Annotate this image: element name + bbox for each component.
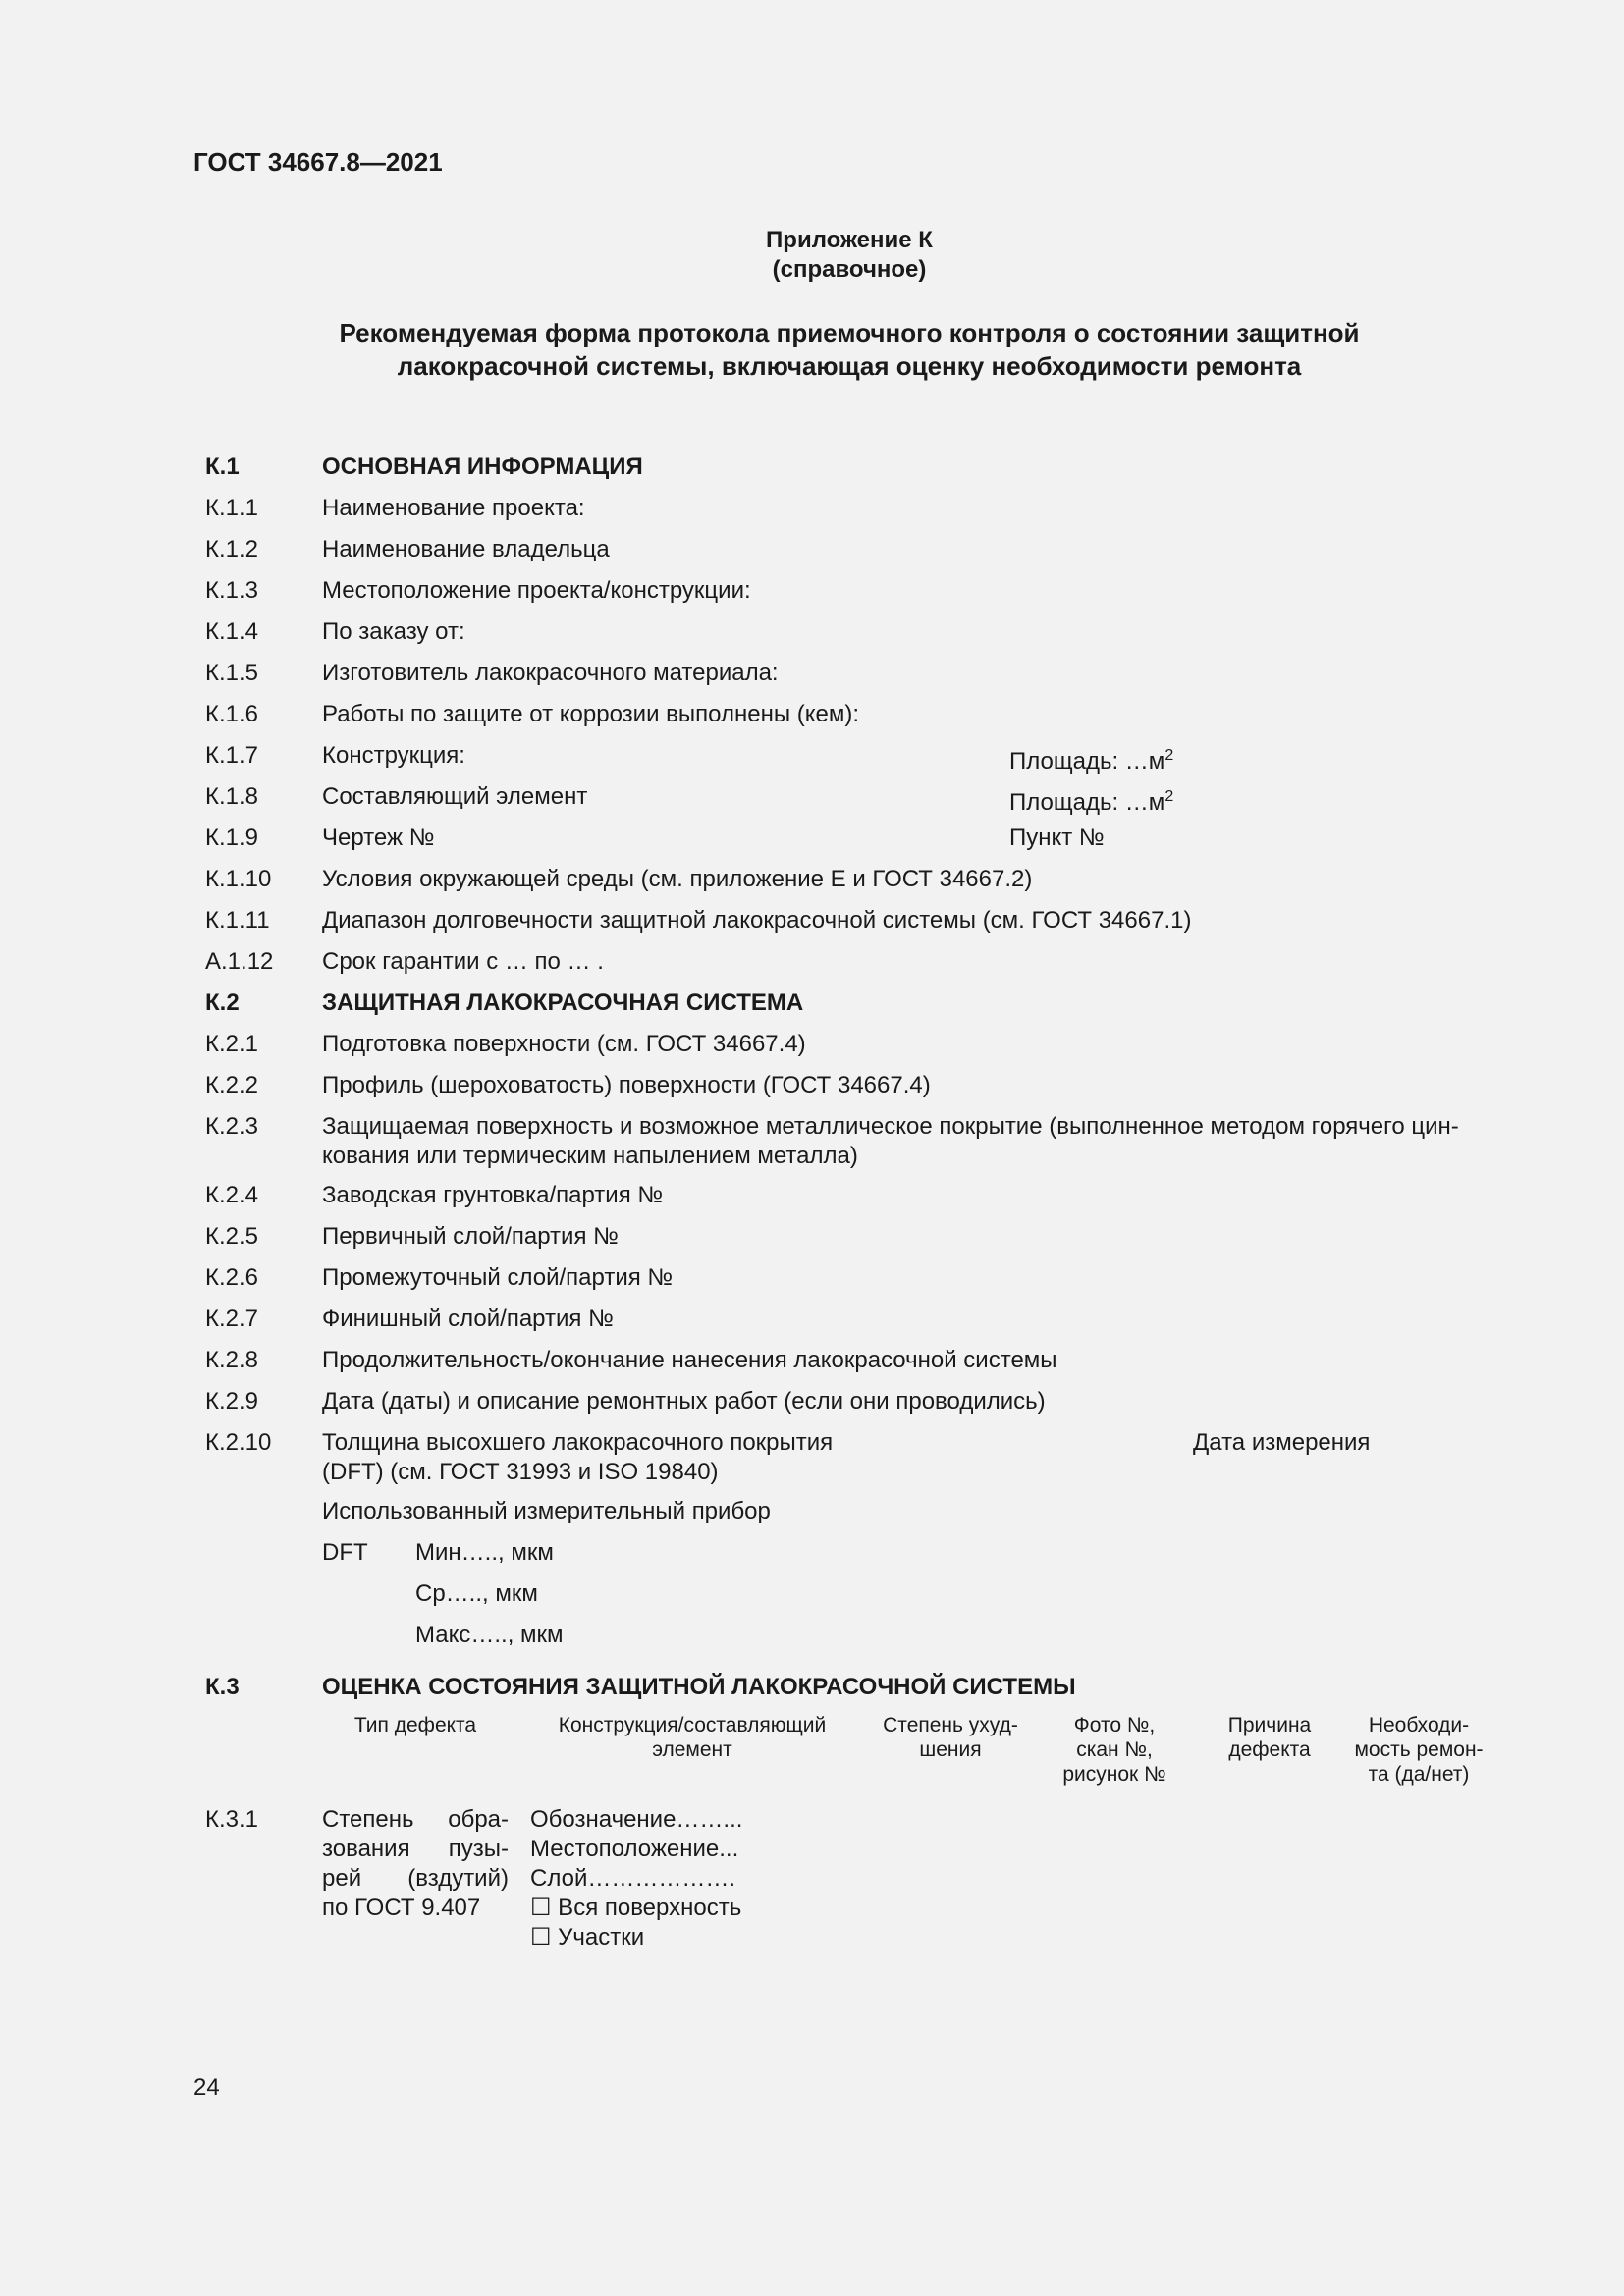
item-text (322, 1428, 833, 1487)
checkbox-areas[interactable]: ☐ Участки (530, 1924, 645, 1950)
item-number: К.1.6 (205, 701, 259, 727)
header-line: дефекта (1228, 1738, 1311, 1761)
header-line: шения (919, 1738, 982, 1761)
document-code: ГОСТ 34667.8—2021 (193, 147, 443, 177)
item-text: Работы по защите от коррозии выполнены (кем): (322, 701, 860, 727)
area-field (1009, 741, 1173, 776)
item-text-line-1: Толщина высохшего лакокрасочного покрытия (322, 1429, 834, 1456)
dft-min: Мин….., мкм (415, 1539, 554, 1566)
item-text: Составляющий элемент (322, 783, 588, 810)
item-text: Промежуточный слой/партия № (322, 1264, 674, 1291)
header-line: та (да/нет) (1368, 1763, 1470, 1786)
item-number: К.1.8 (205, 783, 259, 810)
cell-line: по ГОСТ 9.407 (322, 1895, 481, 1921)
item-text: ОЦЕНКА СОСТОЯНИЯ ЗАЩИТНОЙ ЛАКОКРАСОЧНОЙ СИСТЕМЫ (322, 1674, 1076, 1700)
item-number: К.1.4 (205, 618, 259, 645)
area-label: Площадь: …м (1009, 748, 1165, 774)
item-number: К.1.10 (205, 866, 272, 892)
table-header-photo (1046, 1713, 1183, 1787)
page-number: 24 (193, 2074, 220, 2101)
item-text: Местоположение проекта/конструкции: (322, 577, 751, 604)
table-cell-defect-type (322, 1805, 509, 1923)
dft-max: Макс….., мкм (415, 1622, 564, 1648)
item-number: К.1.5 (205, 660, 259, 686)
item-text: Чертеж № (322, 825, 435, 851)
header-line: мость ремон- (1354, 1738, 1484, 1761)
table-cell-element (530, 1805, 742, 1952)
header-line: Конструкция/составляющий (558, 1714, 827, 1736)
item-text: Первичный слой/партия № (322, 1223, 619, 1250)
item-number: К.1.7 (205, 742, 259, 769)
area-unit-superscript: 2 (1164, 788, 1174, 805)
area-label: Площадь: …м (1009, 789, 1165, 816)
area-field (1009, 782, 1173, 818)
item-text: Профиль (шероховатость) поверхности (ГОСТ 34667.4) (322, 1072, 931, 1098)
instrument-label: Использованный измерительный прибор (322, 1498, 771, 1524)
area-unit-superscript: 2 (1164, 747, 1174, 764)
table-row-number: К.3.1 (205, 1806, 259, 1833)
item-number: К.2.3 (205, 1113, 259, 1140)
item-number: К.2.4 (205, 1182, 259, 1208)
cell-line: Слой………………. (530, 1865, 736, 1892)
dft-avg: Ср….., мкм (415, 1580, 538, 1607)
item-text-line-2: (DFT) (см. ГОСТ 31993 и ISO 19840) (322, 1459, 719, 1485)
header-line: Причина (1227, 1714, 1312, 1736)
item-text: Срок гарантии с … по … . (322, 948, 604, 975)
item-text: Подготовка поверхности (см. ГОСТ 34667.4) (322, 1031, 806, 1057)
header-line: скан №, (1076, 1738, 1153, 1761)
cell-line: Местоположение... (530, 1836, 739, 1862)
header-line: элемент (652, 1738, 732, 1761)
header-line: Необходи- (1368, 1714, 1470, 1736)
measurement-date-label: Дата измерения (1193, 1429, 1371, 1456)
header-line: Фото №, (1073, 1714, 1156, 1736)
item-text: Диапазон долговечности защитной лакокрасочной системы (см. ГОСТ 34667.1) (322, 907, 1192, 934)
table-header-cause (1211, 1713, 1328, 1762)
header-line: Тип дефекта (353, 1714, 477, 1736)
appendix-kind: (справочное) (772, 256, 927, 283)
item-text: ЗАЩИТНАЯ ЛАКОКРАСОЧНАЯ СИСТЕМА (322, 989, 804, 1016)
point-field: Пункт № (1009, 825, 1105, 851)
item-number: К.1.9 (205, 825, 259, 851)
dft-label: DFT (322, 1539, 368, 1566)
item-number: К.2.9 (205, 1388, 259, 1415)
item-text: Дата (даты) и описание ремонтных работ (если они проводились) (322, 1388, 1046, 1415)
table-header-defect-type (327, 1713, 504, 1737)
item-number: К.2.10 (205, 1429, 272, 1456)
item-text: Защищаемая поверхность и возможное металлическое покрытие (выполненное методом горячего цин-кования или термическим напылением металла) (322, 1113, 1459, 1169)
table-header-repair-needed (1345, 1713, 1492, 1787)
table-header-element (538, 1713, 846, 1762)
item-text: Наименование владельца (322, 536, 610, 562)
item-number: К.1.1 (205, 495, 259, 521)
item-number: К.1.11 (205, 907, 270, 934)
item-text: Заводская грунтовка/партия № (322, 1182, 664, 1208)
cell-line: Обозначение……... (530, 1806, 743, 1833)
item-text: Продолжительность/окончание нанесения лакокрасочной системы (322, 1347, 1057, 1373)
item-text: Конструкция: (322, 742, 465, 769)
item-text: Условия окружающей среды (см. приложение Е и ГОСТ 34667.2) (322, 866, 1033, 892)
cell-line: Степень обра- (322, 1806, 509, 1833)
main-title-line-1: Рекомендуемая форма протокола приемочного контроля о состоянии защитной (339, 318, 1360, 347)
cell-line: рей (вздутий) (322, 1865, 509, 1892)
item-number: К.2.8 (205, 1347, 259, 1373)
item-number: К.1.2 (205, 536, 259, 562)
item-number: К.3 (205, 1674, 240, 1700)
item-number: К.1.3 (205, 577, 259, 604)
item-number: К.1 (205, 454, 240, 480)
item-number: К.2.7 (205, 1306, 259, 1332)
cell-line: зования пузы- (322, 1836, 509, 1862)
item-text: Изготовитель лакокрасочного материала: (322, 660, 779, 686)
item-number: А.1.12 (205, 948, 274, 975)
header-line: Степень ухуд- (883, 1714, 1018, 1736)
checkbox-whole-surface[interactable]: ☐ Вся поверхность (530, 1895, 742, 1921)
item-text: ОСНОВНАЯ ИНФОРМАЦИЯ (322, 454, 643, 480)
appendix-title: Приложение К (766, 227, 933, 253)
table-header-degradation (867, 1713, 1034, 1762)
header-line: рисунок № (1062, 1763, 1166, 1786)
item-number: К.2.5 (205, 1223, 259, 1250)
item-number: К.2.2 (205, 1072, 259, 1098)
item-number: К.2 (205, 989, 240, 1016)
main-title (0, 316, 1624, 383)
item-number: К.2.6 (205, 1264, 259, 1291)
item-text: Финишный слой/партия № (322, 1306, 614, 1332)
item-number: К.2.1 (205, 1031, 259, 1057)
item-text: По заказу от: (322, 618, 465, 645)
main-title-line-2: лакокрасочной системы, включающая оценку необходимости ремонта (397, 351, 1302, 381)
item-text: Наименование проекта: (322, 495, 585, 521)
